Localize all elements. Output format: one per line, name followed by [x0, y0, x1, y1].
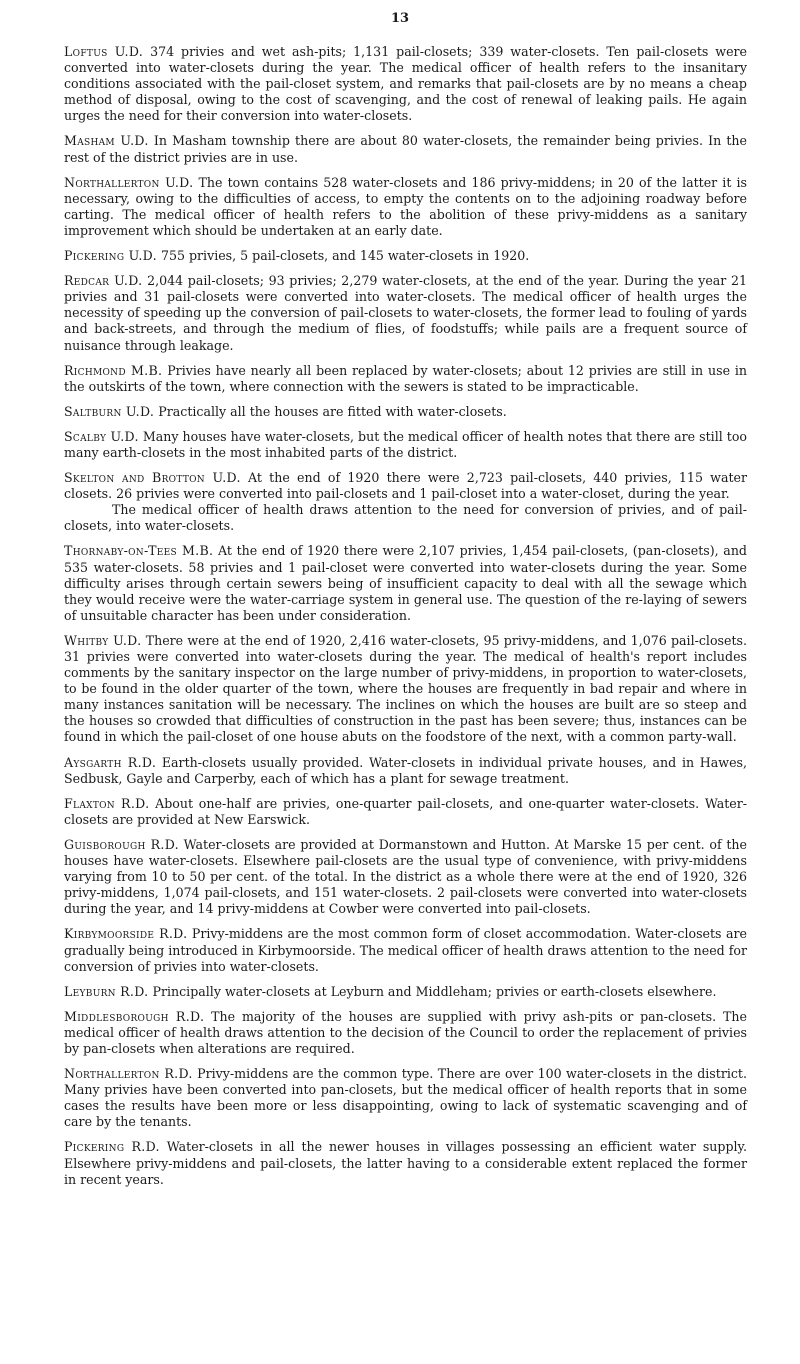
entry-paragraph [64, 502, 747, 534]
district-name: Saltburn U.D. [64, 403, 155, 419]
district-entry [64, 1066, 747, 1130]
entry-text: At the end of 1920 there were 2,723 pail-closets, 440 privies, 115 water closets. 26 privies were converted into pail-closets and 1 pail-closet into a water-closet, during the year. [64, 470, 747, 502]
entry-paragraph [64, 1139, 747, 1187]
entry-paragraph [64, 926, 747, 974]
district-entry [64, 926, 747, 974]
entry-paragraph [64, 363, 747, 395]
entry-text: Earth-closets usually provided. Water-closets in individual private houses, and in Hawes, Sedbusk, Gayle and Carperby, each of which has a plant for sewage treatment. [64, 754, 747, 786]
district-entry [64, 470, 747, 534]
entry-text: Water-closets are provided at Dormanstown and Hutton. At Marske 15 per cent. of the houses have water-closets. Elsewhere pail-closets are the usual type of convenience, with privy-middens varying from 10 to 50 per cent. of the total. In the district as a whole there were at the end of 1920, 326 privy-middens, 1,074 pail-closets, and 151 water-closets. 2 pail-closets were converted into water-closets during the year, and 14 privy-middens at Cowber were converted into pail-closets. [64, 836, 747, 917]
district-entry [64, 248, 747, 264]
district-entry [64, 796, 747, 828]
district-entry [64, 1139, 747, 1187]
district-name: Kirbymoorside R.D. [64, 926, 188, 942]
district-name: Northallerton R.D. [64, 1066, 193, 1082]
district-name: Scalby U.D. [64, 428, 139, 444]
entry-paragraph [64, 796, 747, 828]
district-name: Richmond M.B. [64, 362, 163, 378]
district-entry [64, 404, 747, 420]
district-entry [64, 363, 747, 395]
entry-text: 374 privies and wet ash-pits; 1,131 pail-closets; 339 water-closets. Ten pail-closets were converted into water-closets during the year. The medical officer of health refers to the insanitary conditions associated with the pail-closet system, and remarks that pail-closets are by no means a cheap method of disposal, owing to the cost of scavenging, and the cost of renewal of leaking pails. He again urges the need for their conversion into water-closets. [64, 44, 747, 124]
district-entry [64, 633, 747, 746]
entry-paragraph [64, 404, 747, 420]
district-entry [64, 543, 747, 623]
entry-paragraph [64, 133, 747, 165]
entry-paragraph [64, 755, 747, 787]
entry-paragraph [64, 470, 747, 502]
entry-paragraph [64, 1066, 747, 1130]
district-name: Thornaby-on-Tees M.B. [64, 543, 214, 559]
district-name: Guisborough R.D. [64, 836, 179, 852]
district-entry [64, 1009, 747, 1057]
entry-text: The medical officer of health draws attention to the need for conversion of privies, and of pail-closets, into water-closets. [64, 502, 747, 534]
district-entry [64, 175, 747, 239]
district-entry [64, 837, 747, 917]
district-entry [64, 755, 747, 787]
entry-text: Privy-middens are the common type. There are over 100 water-closets in the district. Many privies have been converted into pan-closets, but the medical officer of health reports that in some cases the results have been more or less disappointing, owing to lack of systematic scavenging and of care by the tenants. [64, 1066, 747, 1130]
entry-paragraph [64, 175, 747, 239]
page-number: 13 [390, 11, 410, 26]
entry-paragraph [64, 248, 747, 264]
entry-paragraph [64, 44, 747, 124]
district-name: Whitby U.D. [64, 632, 142, 648]
entry-text: 755 privies, 5 pail-closets, and 145 water-closets in 1920. [160, 248, 530, 264]
entry-text: About one-half are privies, one-quarter pail-closets, and one-quarter water-closets. Water-closets are provided at New Earswick. [64, 795, 747, 827]
entry-paragraph [64, 273, 747, 353]
entry-paragraph [64, 984, 747, 1000]
district-name: Leyburn R.D. [64, 983, 149, 999]
district-name: Middlesborough R.D. [64, 1008, 205, 1024]
district-name: Masham U.D. [64, 133, 149, 149]
entry-text: There were at the end of 1920, 2,416 water-closets, 95 privy-middens, and 1,076 pail-closets. 31 privies were converted into water-closets during the year. The medical of health's report includes comments by the sanitary inspector on the large number of privy-middens, in proportion to water-closets, to be found in the older quarter of the town, where the houses are frequently in bad repair and where in many instances sanitation will be necessary. The inclines on which the houses are built are so steep and the houses so crowded that difficulties of construction in the past has been severe; thus, instances can be found in which the pail-closet of one house abuts on the foodstore of the next, with a common party-wall. [64, 632, 747, 745]
district-name: Flaxton R.D. [64, 795, 150, 811]
entry-text: 2,044 pail-closets; 93 privies; 2,279 water-closets, at the end of the year. During the year 21 privies and 31 pail-closets were converted into water-closets. The medical officer of health urges the necessity of speeding up the conversion of pail-closets to water-closets, the former lead to fouling of yards and back-streets, and through the medium of flies, of foodstuffs; while pails are a frequent source of nuisance through leakage. [64, 273, 747, 353]
district-name: Loftus U.D. [64, 44, 144, 59]
district-name: Northallerton U.D. [64, 174, 194, 190]
entry-text: Practically all the houses are fitted with water-closets. [158, 403, 507, 419]
report-body [64, 44, 747, 1197]
district-name: Redcar U.D. [64, 273, 143, 289]
entry-text: Privies have nearly all been replaced by water-closets; about 12 privies are still in use in the outskirts of the town, where connection with the sewers is stated to be impracticable. [64, 362, 747, 394]
entry-paragraph [64, 543, 747, 623]
entry-text: Many houses have water-closets, but the medical officer of health notes that there are still too many earth-closets in the most inhabited parts of the district. [64, 428, 747, 460]
entry-paragraph [64, 429, 747, 461]
district-name: Skelton and Brotton U.D. [64, 470, 241, 486]
district-name: Pickering R.D. [64, 1139, 160, 1155]
entry-text: Water-closets in all the newer houses in villages possessing an efficient water supply. Elsewhere privy-middens and pail-closets, the latter having to a considerable extent replaced the former in recent years. [64, 1139, 747, 1187]
district-entry [64, 133, 747, 165]
district-entry [64, 44, 747, 124]
district-entry [64, 273, 747, 353]
entry-text: In Masham township there are about 80 water-closets, the remainder being privies. In the rest of the district privies are in use. [64, 133, 747, 165]
entry-text: The majority of the houses are supplied with privy ash-pits or pan-closets. The medical officer of health draws attention to the decision of the Council to order the replacement of privies by pan-closets when alterations are required. [64, 1008, 747, 1056]
district-entry [64, 429, 747, 461]
entry-paragraph [64, 1009, 747, 1057]
district-name: Aysgarth R.D. [64, 754, 157, 770]
entry-text: At the end of 1920 there were 2,107 privies, 1,454 pail-closets, (pan-closets), and 535 water-closets. 58 privies and 1 pail-closet were converted into water-closets during the year. Some difficulty arises through certain sewers being of insufficient capacity to deal with all the sewage which they would receive were the water-carriage system in general use. The question of the re-laying of sewers of unsuitable character has been under consideration. [64, 543, 747, 623]
entry-text: Principally water-closets at Leyburn and Middleham; privies or earth-closets elsewhere. [152, 983, 717, 999]
district-entry [64, 984, 747, 1000]
entry-paragraph [64, 837, 747, 917]
district-name: Pickering U.D. [64, 248, 157, 264]
entry-text: The town contains 528 water-closets and 186 privy-middens; in 20 of the latter it is necessary, owing to the difficulties of access, to empty the contents on to the adjoining roadway before carting. The medical officer of health refers to the abolition of these privy-middens as a sanitary improvement which should be undertaken at an early date. [64, 174, 747, 238]
entry-text: Privy-middens are the most common form of closet accommodation. Water-closets are gradually being introduced in Kirbymoorside. The medical officer of health draws attention to the need for conversion of privies into water-closets. [64, 926, 747, 974]
entry-paragraph [64, 633, 747, 746]
